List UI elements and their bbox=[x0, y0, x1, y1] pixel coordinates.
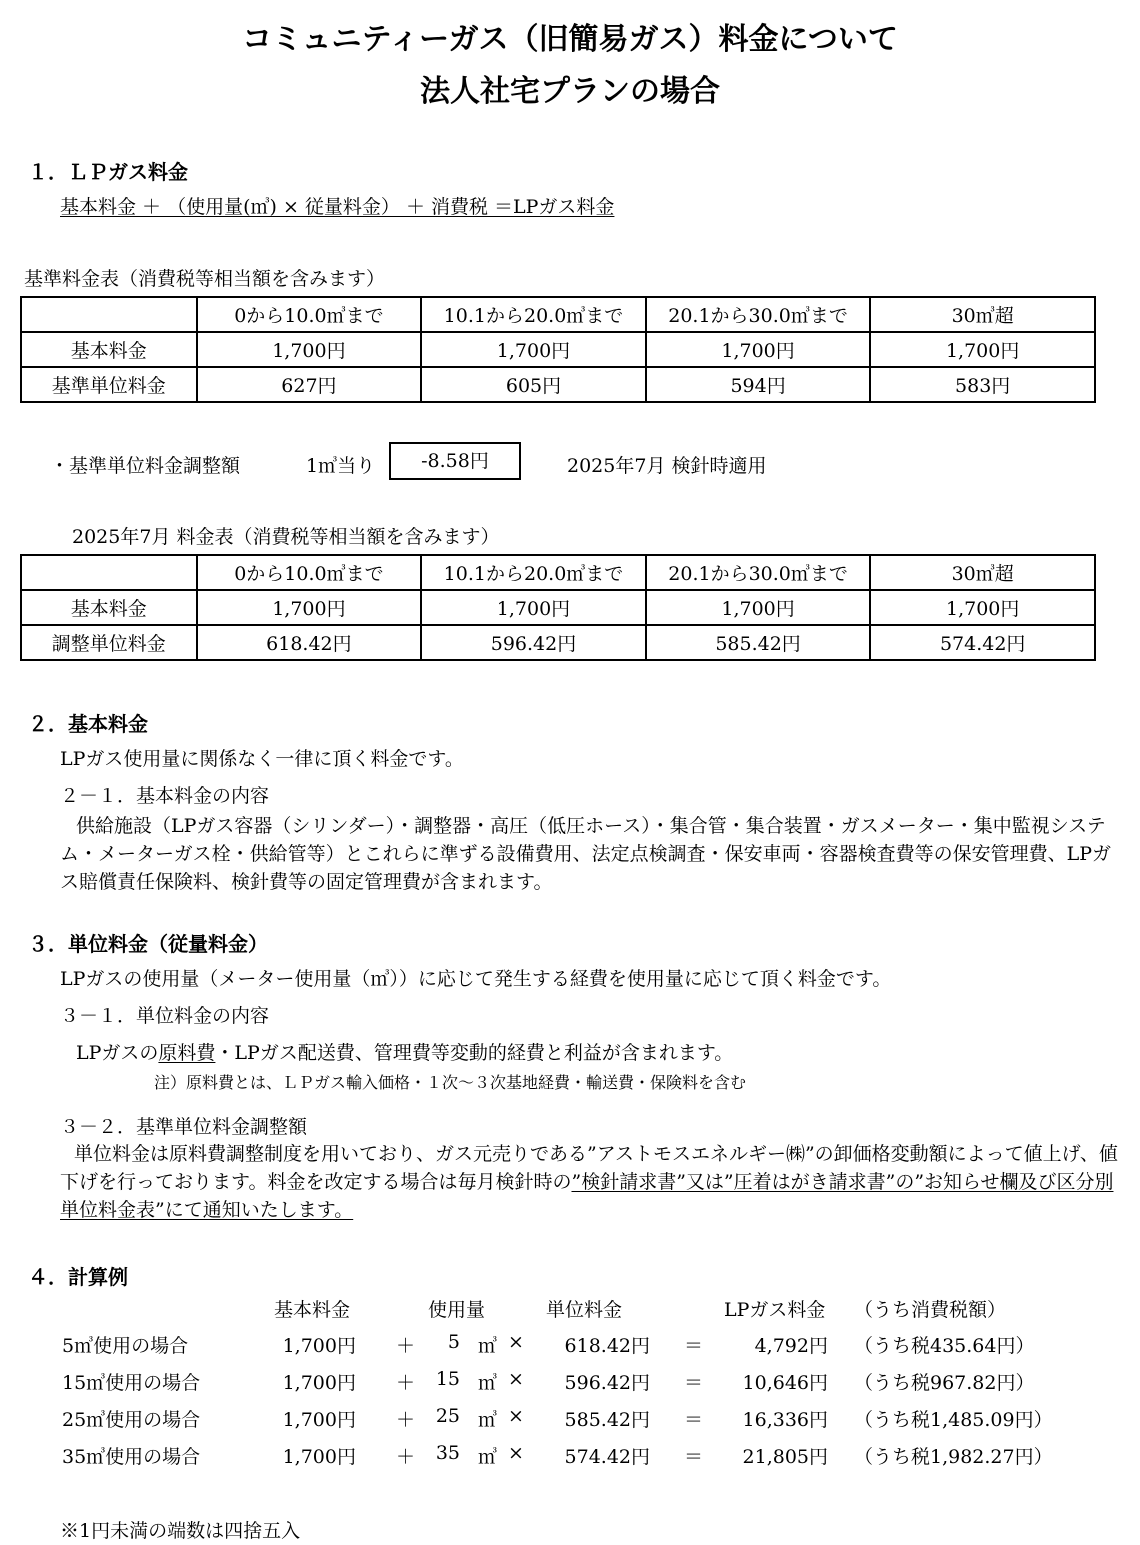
section1-heading: １．ＬＰガス料金 bbox=[28, 160, 188, 184]
col-tax-header: （うち消費税額） bbox=[854, 1299, 1007, 1321]
calc-unit-price: 596.42円 bbox=[564, 1372, 650, 1394]
row-label: 基本料金 bbox=[21, 332, 197, 367]
section4-heading: ４．計算例 bbox=[28, 1265, 128, 1289]
calc-qty: 15 bbox=[435, 1368, 460, 1390]
rounding-footnote: ※1円未満の端数は四捨五入 bbox=[60, 1520, 301, 1542]
calc-total: 21,805円 bbox=[742, 1446, 828, 1468]
text-segment: 単位料金は原料費調整制度を用いており、ガス元売りである”アストモスエネルギー㈱”の卸価格変動額によって値上げ、値下げを行っております。料金を改定する場合は毎月検針時の bbox=[60, 1143, 1118, 1193]
table-header-cell bbox=[21, 555, 197, 590]
equals-sign: ＝ bbox=[684, 1446, 704, 1468]
table-cell: 1,700円 bbox=[421, 332, 646, 367]
table-cell: 605円 bbox=[421, 367, 646, 402]
calc-total: 10,646円 bbox=[742, 1372, 828, 1394]
adjusted-rate-table bbox=[20, 554, 1096, 661]
adjustment-label: ・基準単位料金調整額 bbox=[50, 455, 241, 477]
table-header-cell: 0から10.0㎥まで bbox=[197, 555, 422, 590]
calc-qty: 25 bbox=[435, 1405, 460, 1427]
equals-sign: ＝ bbox=[684, 1335, 704, 1357]
calc-unit-m3: ㎥ bbox=[478, 1446, 498, 1468]
calc-total: 4,792円 bbox=[754, 1335, 828, 1357]
section3-heading: ３．単位料金（従量料金） bbox=[28, 932, 268, 956]
table-header-cell: 10.1から20.0㎥まで bbox=[421, 555, 646, 590]
calc-basic: 1,700円 bbox=[282, 1372, 356, 1394]
calc-unit-m3: ㎥ bbox=[478, 1372, 498, 1394]
row-label: 基本料金 bbox=[21, 590, 197, 625]
section3-sub1-heading: ３－１．単位料金の内容 bbox=[60, 1005, 270, 1027]
calc-basic: 1,700円 bbox=[282, 1409, 356, 1431]
calc-tax: （うち税1,982.27円） bbox=[854, 1446, 1053, 1468]
section3-text: LPガスの使用量（メーター使用量（㎥））に応じて発生する経費を使用量に応じて頂く料金です。 bbox=[60, 968, 892, 990]
standard-rate-table bbox=[20, 296, 1096, 403]
notice-text: ”検針請求書”又は”圧着はがき請求書”の”お知らせ欄及び区分別単位料金表”にて通知いたします。 bbox=[60, 1171, 1114, 1221]
text-segment: LPガスの bbox=[76, 1042, 159, 1064]
calc-unit-price: 574.42円 bbox=[564, 1446, 650, 1468]
table-row bbox=[21, 332, 1095, 367]
section2-heading: ２．基本料金 bbox=[28, 712, 148, 736]
table-cell: 627円 bbox=[197, 367, 422, 402]
table-cell: 594円 bbox=[646, 367, 871, 402]
plus-sign: ＋ bbox=[396, 1446, 416, 1468]
table-cell: 1,700円 bbox=[197, 590, 422, 625]
section2-sub-heading: ２－１．基本料金の内容 bbox=[60, 785, 270, 807]
page-title: コミュニティーガス（旧簡易ガス）料金について bbox=[242, 22, 898, 57]
table-cell: 574.42円 bbox=[870, 625, 1095, 660]
table-cell: 618.42円 bbox=[197, 625, 422, 660]
calc-basic: 1,700円 bbox=[282, 1446, 356, 1468]
table1-caption: 基準料金表（消費税等相当額を含みます） bbox=[24, 268, 386, 290]
section2-sub-text: 供給施設（LPガス容器（シリンダー）・調整器・高圧（低圧ホース）・集合管・集合装置・ガスメーター・集中監視システム・メーターガス栓・供給管等）とこれらに準ずる設備費用、法定点検調査・保安車両・容器検査費等の保安管理費、LPガス賠償責任保険料、検針費等の固定管理費が含まれます。 bbox=[60, 815, 1112, 893]
section3-note: 注）原料費とは、ＬＰガス輸入価格・１次～３次基地経費・輸送費・保険料を含む bbox=[154, 1073, 747, 1092]
col-total-header: LPガス料金 bbox=[724, 1299, 826, 1321]
raw-material-cost-term: 原料費 bbox=[158, 1042, 216, 1064]
section2-text: LPガス使用量に関係なく一律に頂く料金です。 bbox=[60, 748, 464, 770]
plus-sign: ＋ bbox=[396, 1409, 416, 1431]
section3-sub2-text bbox=[60, 1140, 1126, 1224]
calc-total: 16,336円 bbox=[742, 1409, 828, 1431]
table-header-cell: 10.1から20.0㎥まで bbox=[421, 297, 646, 332]
calc-tax: （うち税1,485.09円） bbox=[854, 1409, 1053, 1431]
page-subtitle: 法人社宅プランの場合 bbox=[420, 74, 720, 109]
fee-formula: 基本料金 ＋ （使用量(㎥) × 従量料金） ＋ 消費税 ＝LPガス料金 bbox=[60, 196, 615, 218]
table-cell: 1,700円 bbox=[646, 590, 871, 625]
table-cell: 1,700円 bbox=[197, 332, 422, 367]
calc-tax: （うち税435.64円） bbox=[854, 1335, 1035, 1357]
col-basic-header: 基本料金 bbox=[274, 1299, 351, 1321]
table-header-row bbox=[21, 555, 1095, 590]
calc-qty: 5 bbox=[447, 1331, 460, 1353]
calc-label: 25㎥使用の場合 bbox=[62, 1409, 201, 1431]
table-cell: 1,700円 bbox=[646, 332, 871, 367]
table-header-cell: 20.1から30.0㎥まで bbox=[646, 297, 871, 332]
table-cell: 1,700円 bbox=[870, 332, 1095, 367]
section3-sub2-heading: ３－２．基準単位料金調整額 bbox=[60, 1116, 308, 1138]
plus-sign: ＋ bbox=[396, 1335, 416, 1357]
calc-unit-m3: ㎥ bbox=[478, 1409, 498, 1431]
table-header-row bbox=[21, 297, 1095, 332]
times-sign: × bbox=[508, 1405, 524, 1427]
table-cell: 1,700円 bbox=[870, 590, 1095, 625]
equals-sign: ＝ bbox=[684, 1409, 704, 1431]
table-header-cell: 30㎥超 bbox=[870, 297, 1095, 332]
calc-unit-price: 585.42円 bbox=[564, 1409, 650, 1431]
calc-label: 15㎥使用の場合 bbox=[62, 1372, 201, 1394]
calc-unit-m3: ㎥ bbox=[478, 1335, 498, 1357]
table-cell: 585.42円 bbox=[646, 625, 871, 660]
section3-sub1-text bbox=[76, 1038, 733, 1065]
table-header-cell bbox=[21, 297, 197, 332]
table-row bbox=[21, 367, 1095, 402]
table-cell: 596.42円 bbox=[421, 625, 646, 660]
table-header-cell: 20.1から30.0㎥まで bbox=[646, 555, 871, 590]
table2-caption: 2025年7月 料金表（消費税等相当額を含みます） bbox=[72, 526, 500, 548]
table-row bbox=[21, 590, 1095, 625]
table-cell: 1,700円 bbox=[421, 590, 646, 625]
adjustment-applied: 2025年7月 検針時適用 bbox=[567, 455, 767, 477]
row-label: 基準単位料金 bbox=[21, 367, 197, 402]
adjustment-per-unit: 1㎥当り bbox=[306, 455, 376, 477]
times-sign: × bbox=[508, 1442, 524, 1464]
calc-basic: 1,700円 bbox=[282, 1335, 356, 1357]
table-cell: 583円 bbox=[870, 367, 1095, 402]
text-segment: ・LPガス配送費、管理費等変動的経費と利益が含まれます。 bbox=[215, 1042, 734, 1064]
calc-tax: （うち税967.82円） bbox=[854, 1372, 1035, 1394]
table-row bbox=[21, 625, 1095, 660]
times-sign: × bbox=[508, 1331, 524, 1353]
times-sign: × bbox=[508, 1368, 524, 1390]
adjustment-value-box: -8.58円 bbox=[389, 442, 521, 480]
calc-label: 5㎥使用の場合 bbox=[62, 1335, 189, 1357]
row-label: 調整単位料金 bbox=[21, 625, 197, 660]
plus-sign: ＋ bbox=[396, 1372, 416, 1394]
calc-unit-price: 618.42円 bbox=[564, 1335, 650, 1357]
equals-sign: ＝ bbox=[684, 1372, 704, 1394]
col-unit-header: 単位料金 bbox=[546, 1299, 623, 1321]
table-header-cell: 0から10.0㎥まで bbox=[197, 297, 422, 332]
calc-qty: 35 bbox=[435, 1442, 460, 1464]
calc-label: 35㎥使用の場合 bbox=[62, 1446, 201, 1468]
table-header-cell: 30㎥超 bbox=[870, 555, 1095, 590]
col-usage-header: 使用量 bbox=[428, 1299, 486, 1321]
